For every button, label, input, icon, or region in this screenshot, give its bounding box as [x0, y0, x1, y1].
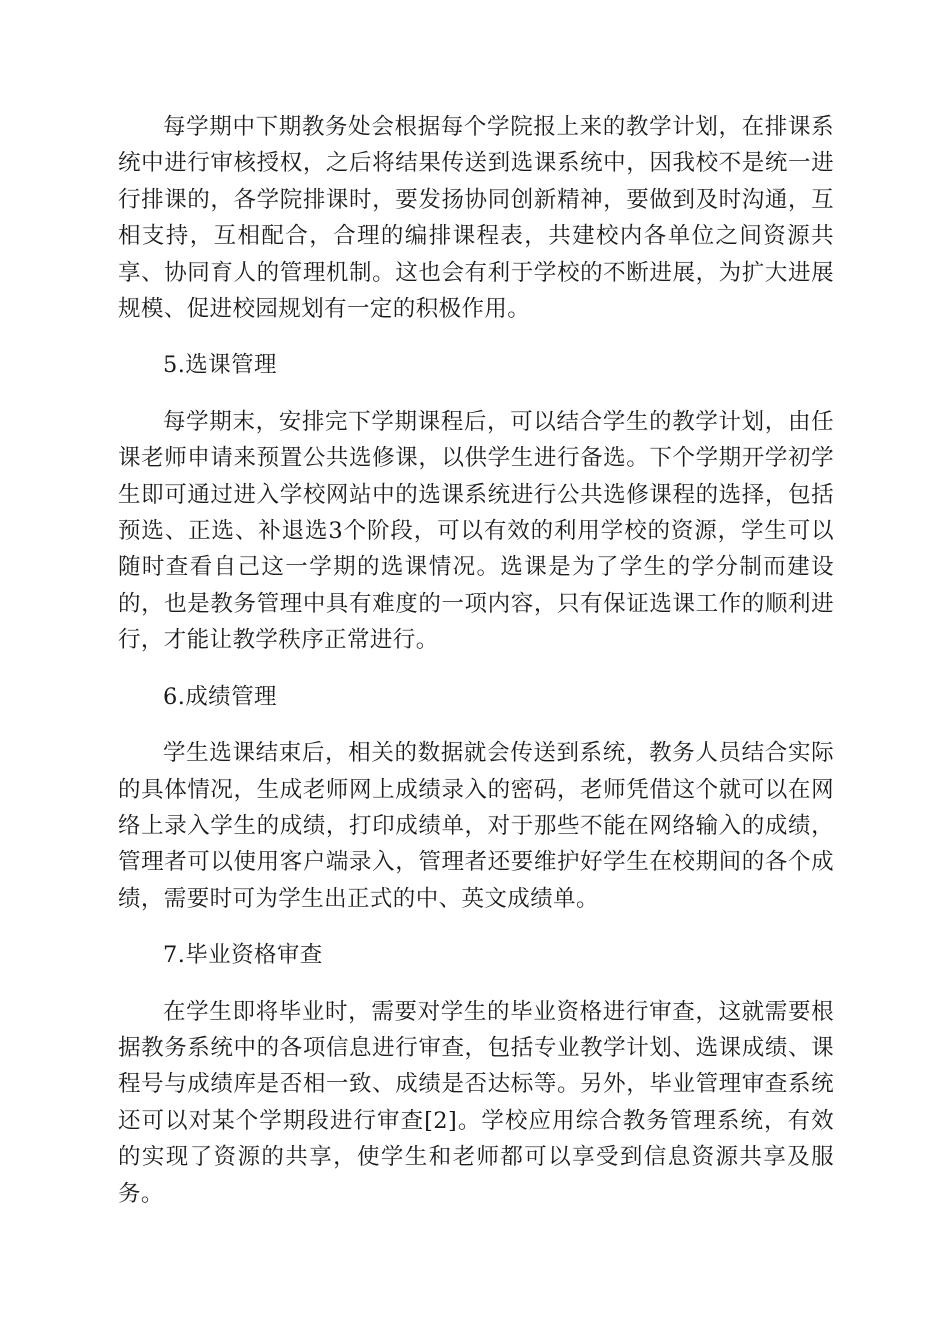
paragraph-gap: [118, 715, 834, 735]
paragraph-gap: [118, 384, 834, 404]
document-page: [118, 109, 834, 1212]
section-heading: 6.成绩管理: [163, 683, 277, 710]
body-paragraph: 学生选课结束后，相关的数据就会传送到系统，教务人员结合实际的具体情况，生成老师网上成绩录入的密码，老师凭借这个就可以在网络上录入学生的成绩，打印成绩单，对于那些不能在网络输入的成绩，管理者可以使用客户端录入，管理者还要维护好学生在校期间的各个成绩，需要时可为学生出正式的中、英文成绩单。: [118, 740, 834, 912]
section-heading: 5.选课管理: [163, 352, 277, 379]
body-paragraph: 每学期中下期教务处会根据每个学院报上来的教学计划，在排课系统中进行审核授权，之后将结果传送到选课系统中，因我校不是统一进行排课的，各学院排课时，要发扬协同创新精神，要做到及时沟通，互相支持，互相配合，合理的编排课程表，共建校内各单位之间资源共享、协同育人的管理机制。这也会有利于学校的不断进展，为扩大进展规模、促进校园规划有一定的积极作用。: [118, 114, 834, 323]
paragraph-gap: [118, 327, 834, 347]
paragraph-gap: [118, 659, 834, 679]
body-paragraph: 每学期末，安排完下学期课程后，可以结合学生的教学计划，由任课老师申请来预置公共选修课，以供学生进行备选。下个学期开学初学生即可通过进入学校网站中的选课系统进行公共选修课程的选择，包括预选、正选、补退选3个阶段，可以有效的利用学校的资源，学生可以随时查看自己这一学期的选课情况。选课是为了学生的学分制而建设的，也是教务管理中具有难度的一项内容，只有保证选课工作的顺利进行，才能让教学秩序正常进行。: [118, 408, 834, 654]
body-paragraph: 在学生即将毕业时，需要对学生的毕业资格进行审查，这就需要根据教务系统中的各项信息进行审查，包括专业教学计划、选课成绩、课程号与成绩库是否相一致、成绩是否达标等。另外，毕业管理审查系统还可以对某个学期段进行审查[2]。学校应用综合教务管理系统，有效的实现了资源的共享，使学生和老师都可以享受到信息资源共享及服务。: [118, 998, 834, 1207]
paragraph-gap: [118, 917, 834, 937]
section-heading: 7.毕业资格审查: [163, 942, 323, 969]
paragraph-gap: [118, 974, 834, 994]
